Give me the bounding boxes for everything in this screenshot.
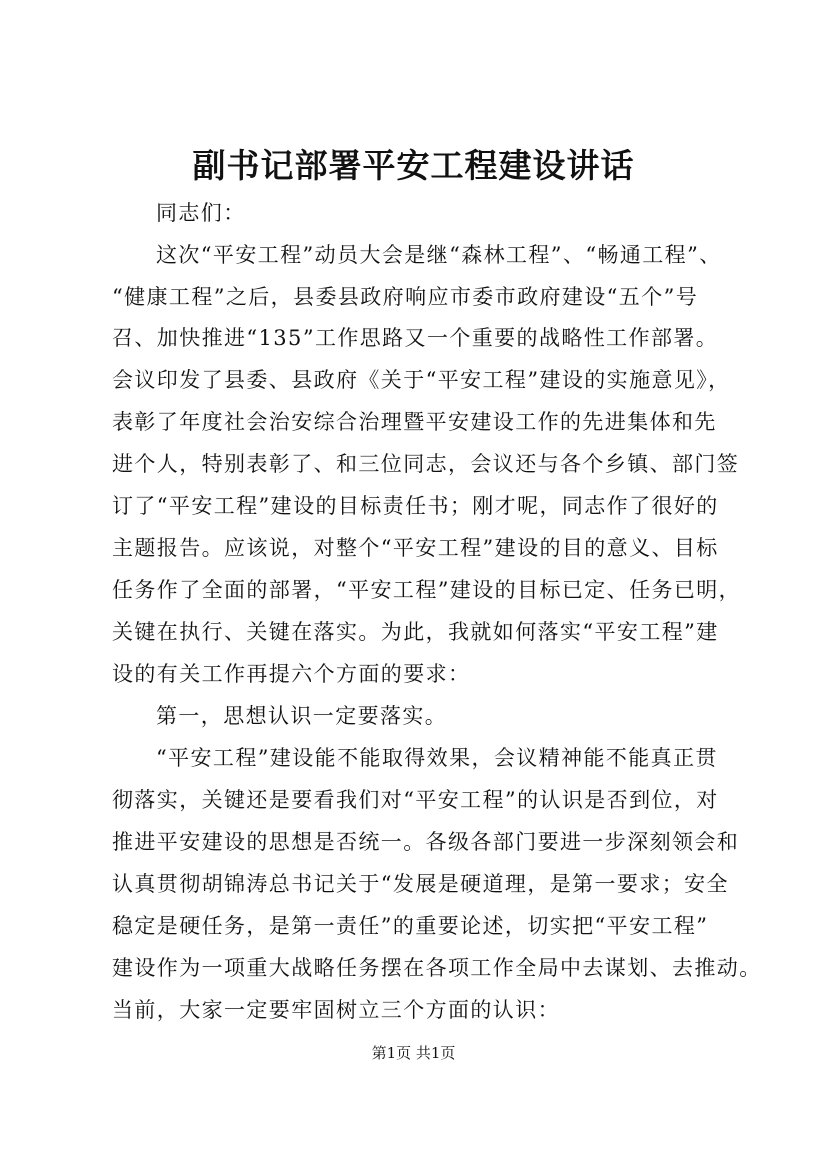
paragraph-line: 表彰了年度社会治安综合治理暨平安建设工作的先进集体和先 bbox=[112, 410, 717, 434]
paragraph-line: 推进平安建设的思想是否统一。各级各部门要进一步深刻领会和 bbox=[112, 830, 740, 854]
paragraph-line: 任务作了全面的部署，“平安工程”建设的目标已定、任务已明， bbox=[112, 578, 742, 602]
paragraph-line: “健康工程”之后，县委县政府响应市委市政府建设“五个”号 bbox=[112, 285, 699, 309]
salutation: 同志们： bbox=[156, 201, 246, 225]
paragraph-line: 召、加快推进“135”工作思路又一个重要的战略性工作部署。 bbox=[112, 326, 719, 350]
paragraph-line: 会议印发了县委、县政府《关于“平安工程”建设的实施意见》， bbox=[112, 368, 731, 392]
document-title: 副书记部署平安工程建设讲话 bbox=[192, 146, 635, 185]
paragraph-line: 进个人，特别表彰了、和三位同志，会议还与各个乡镇、部门签 bbox=[112, 452, 740, 476]
paragraph-line: 当前，大家一定要牢固树立三个方面的认识： bbox=[112, 998, 560, 1022]
paragraph-line: 彻落实，关键还是要看我们对“平安工程”的认识是否到位，对 bbox=[112, 788, 719, 812]
paragraph-line: 主题报告。应该说，对整个“平安工程”建设的目的意义、目标 bbox=[112, 536, 719, 560]
page-number-footer: 第1页 共1页 bbox=[371, 1044, 456, 1062]
paragraph-line: 稳定是硬任务，是第一责任”的重要论述，切实把“平安工程” bbox=[112, 914, 709, 938]
section-heading: 第一，思想认识一定要落实。 bbox=[156, 704, 448, 728]
paragraph-line: 关键在执行、关键在落实。为此，我就如何落实“平安工程”建 bbox=[112, 620, 719, 644]
paragraph-line: “平安工程”建设能不能取得效果，会议精神能不能真正贯 bbox=[156, 746, 718, 770]
paragraph-line: 认真贯彻胡锦涛总书记关于“发展是硬道理，是第一要求；安全 bbox=[112, 872, 729, 896]
paragraph-line: 设的有关工作再提六个方面的要求： bbox=[112, 662, 471, 686]
paragraph-line: 这次“平安工程”动员大会是继“森林工程”、“畅通工程”、 bbox=[156, 243, 722, 267]
paragraph-line: 建设作为一项重大战略任务摆在各项工作全局中去谋划、去推动。 bbox=[112, 956, 762, 980]
paragraph-line: 订了“平安工程”建设的目标责任书；刚才呢，同志作了很好的 bbox=[112, 494, 719, 518]
